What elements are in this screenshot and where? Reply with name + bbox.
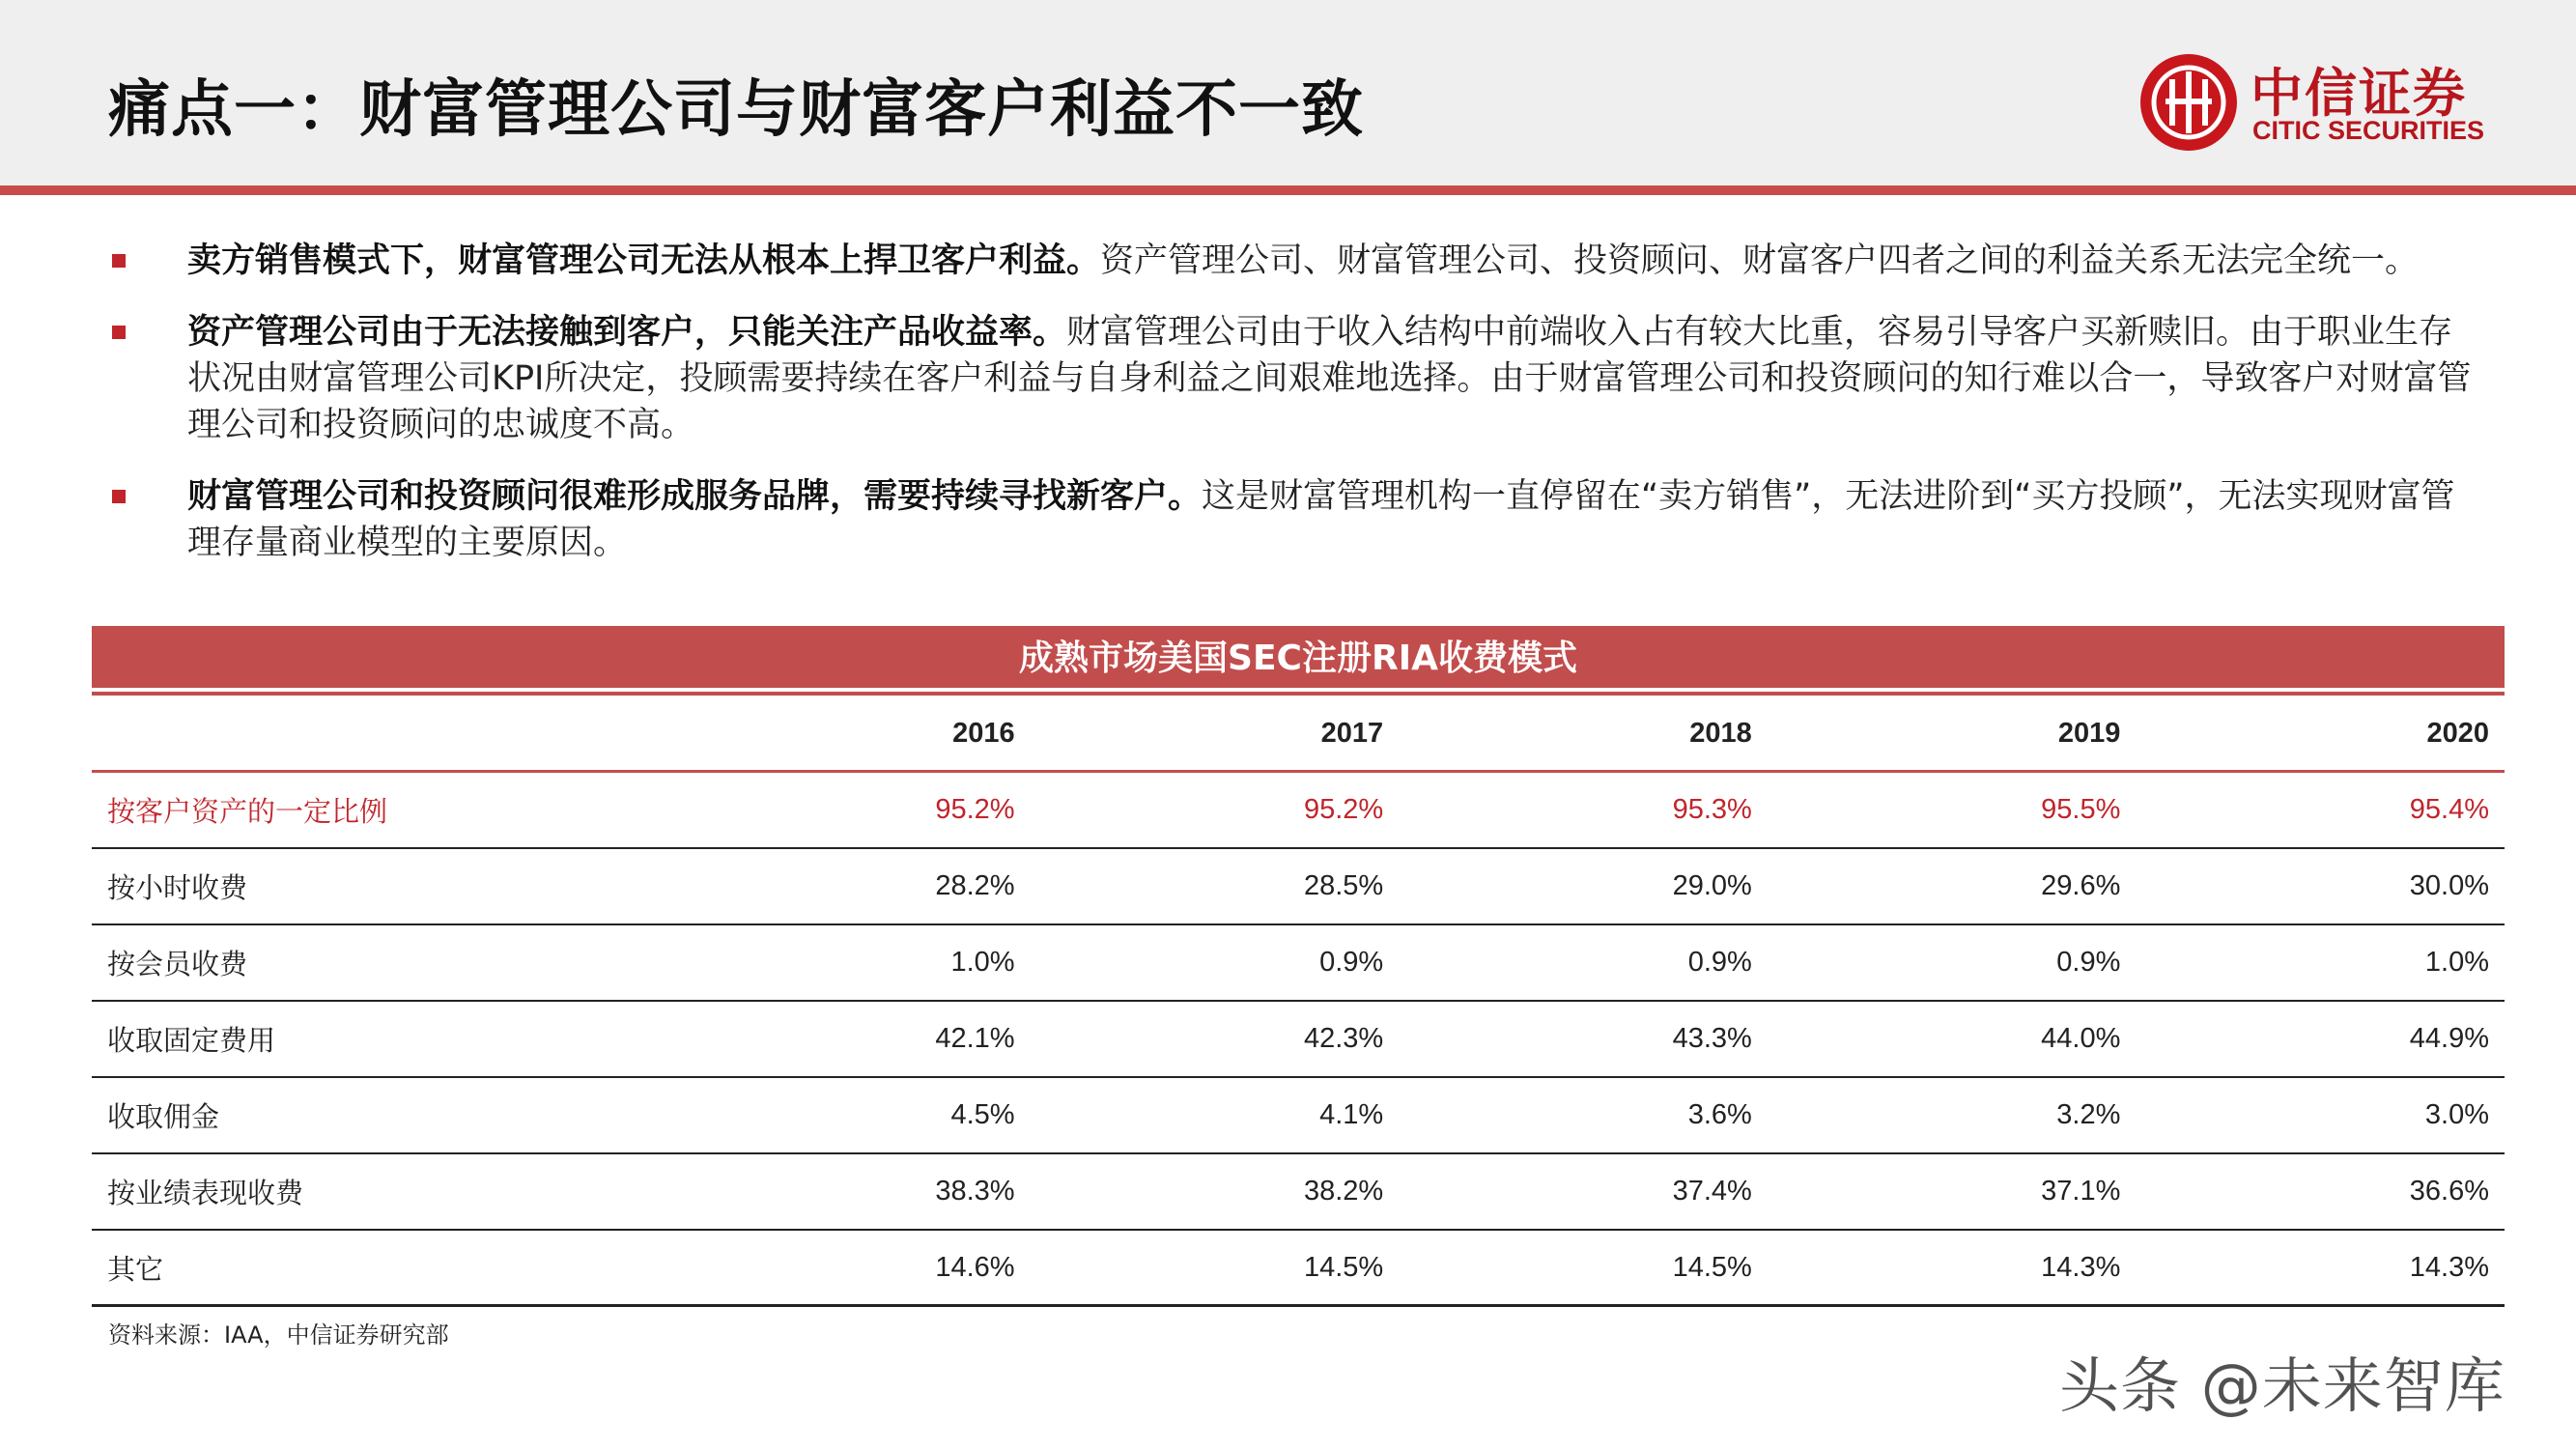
table-title: 成熟市场美国SEC注册RIA收费模式	[92, 626, 2505, 692]
table-cell: 38.3%	[935, 1176, 1015, 1207]
logo-name-en: CITIC SECURITIES	[2252, 116, 2485, 145]
table-cell: 28.2%	[935, 870, 1015, 901]
page-title: 痛点一：财富管理公司与财富客户利益不一致	[108, 74, 1364, 146]
table-cell: 0.9%	[2056, 947, 2121, 978]
table-cell: 29.0%	[1672, 870, 1752, 901]
table-cell: 44.9%	[2409, 1023, 2490, 1054]
table-cell: 4.5%	[950, 1099, 1015, 1130]
table-cell: 4.1%	[1319, 1099, 1384, 1130]
watermark: 头条 @未来智库	[2059, 1350, 2505, 1421]
table-cell: 28.5%	[1303, 870, 1384, 901]
bullet-item	[108, 473, 2484, 566]
fee-model-table	[92, 626, 2505, 1307]
table-cell: 95.2%	[935, 794, 1015, 825]
bullet-item	[108, 309, 2484, 448]
header-divider	[0, 185, 2576, 195]
table-cell: 3.0%	[2424, 1099, 2490, 1130]
logo-name-cn: 中信证券	[2250, 63, 2467, 124]
table-cell: 95.3%	[1672, 794, 1752, 825]
table-row	[92, 1154, 2505, 1231]
source-note: 资料来源：IAA，中信证券研究部	[108, 1321, 449, 1349]
bullet-bold-text: 卖方销售模式下，财富管理公司无法从根本上捍卫客户利益。	[187, 242, 1101, 280]
table-cell: 14.6%	[935, 1251, 1015, 1283]
table-cell: 95.4%	[2409, 794, 2490, 825]
table-header-row	[92, 697, 2505, 773]
table-cell: 42.1%	[935, 1023, 1015, 1054]
table-row	[92, 1002, 2505, 1078]
square-bullet-icon	[112, 254, 126, 268]
table-cell: 1.0%	[950, 947, 1015, 978]
row-label: 收取固定费用	[107, 1024, 276, 1057]
table-cell: 14.3%	[2409, 1251, 2490, 1283]
column-header: 2018	[1689, 718, 1752, 749]
slide-header	[0, 0, 2576, 185]
column-header: 2020	[2426, 718, 2490, 749]
table-cell: 14.5%	[1303, 1251, 1384, 1283]
table-cell: 42.3%	[1303, 1023, 1384, 1054]
table-row	[92, 925, 2505, 1002]
table-row	[92, 1231, 2505, 1307]
bullet-list	[108, 238, 2484, 591]
table-cell: 36.6%	[2409, 1176, 2490, 1207]
table-cell: 1.0%	[2424, 947, 2490, 978]
table-cell: 95.2%	[1303, 794, 1384, 825]
square-bullet-icon	[112, 490, 126, 503]
row-label: 按会员收费	[107, 948, 248, 980]
table-cell: 37.4%	[1672, 1176, 1752, 1207]
table-cell: 37.1%	[2041, 1176, 2121, 1207]
company-logo	[2137, 46, 2494, 153]
table-cell: 95.5%	[2041, 794, 2121, 825]
table-row	[92, 773, 2505, 849]
table-cell: 14.3%	[2041, 1251, 2121, 1283]
bullet-text: 这是财富管理机构一直停留在“卖方销售”，无法进阶到“买方投顾”，无法实现财富管理存量商业模型的主要原因。	[187, 477, 2455, 562]
table-cell: 30.0%	[2409, 870, 2490, 901]
row-label: 按业绩表现收费	[107, 1177, 304, 1209]
row-label: 按客户资产的一定比例	[107, 795, 388, 828]
table-cell: 44.0%	[2041, 1023, 2121, 1054]
column-header: 2017	[1320, 718, 1384, 749]
row-label: 按小时收费	[107, 871, 248, 904]
citic-emblem-icon	[2137, 50, 2241, 155]
table-row	[92, 849, 2505, 925]
bullet-text: 资产管理公司、财富管理公司、投资顾问、财富客户四者之间的利益关系无法完全统一。	[1100, 242, 2420, 280]
row-label: 收取佣金	[107, 1100, 220, 1133]
bullet-text: 财富管理公司由于收入结构中前端收入占有较大比重，容易引导客户买新赎旧。由于职业生存状况由财富管理公司KPI所决定，投顾需要持续在客户利益与自身利益之间艰难地选择。由于财富管理公司和投资顾问的知行难以合一，导致客户对财富管理公司和投资顾问的忠诚度不高。	[187, 313, 2472, 444]
table-row	[92, 1078, 2505, 1154]
table-cell: 43.3%	[1672, 1023, 1752, 1054]
table-cell: 38.2%	[1303, 1176, 1384, 1207]
table-cell: 29.6%	[2041, 870, 2121, 901]
table-cell: 3.2%	[2056, 1099, 2121, 1130]
table-cell: 0.9%	[1687, 947, 1752, 978]
bullet-bold-text: 资产管理公司由于无法接触到客户，只能关注产品收益率。	[187, 313, 1067, 352]
square-bullet-icon	[112, 326, 126, 339]
column-header: 2019	[2057, 718, 2121, 749]
bullet-bold-text: 财富管理公司和投资顾问很难形成服务品牌，需要持续寻找新客户。	[187, 477, 1203, 516]
table-cell: 3.6%	[1687, 1099, 1752, 1130]
table-cell: 0.9%	[1319, 947, 1384, 978]
column-header: 2016	[952, 718, 1015, 749]
row-label: 其它	[107, 1252, 164, 1286]
bullet-item	[108, 238, 2484, 284]
table-cell: 14.5%	[1672, 1251, 1752, 1283]
